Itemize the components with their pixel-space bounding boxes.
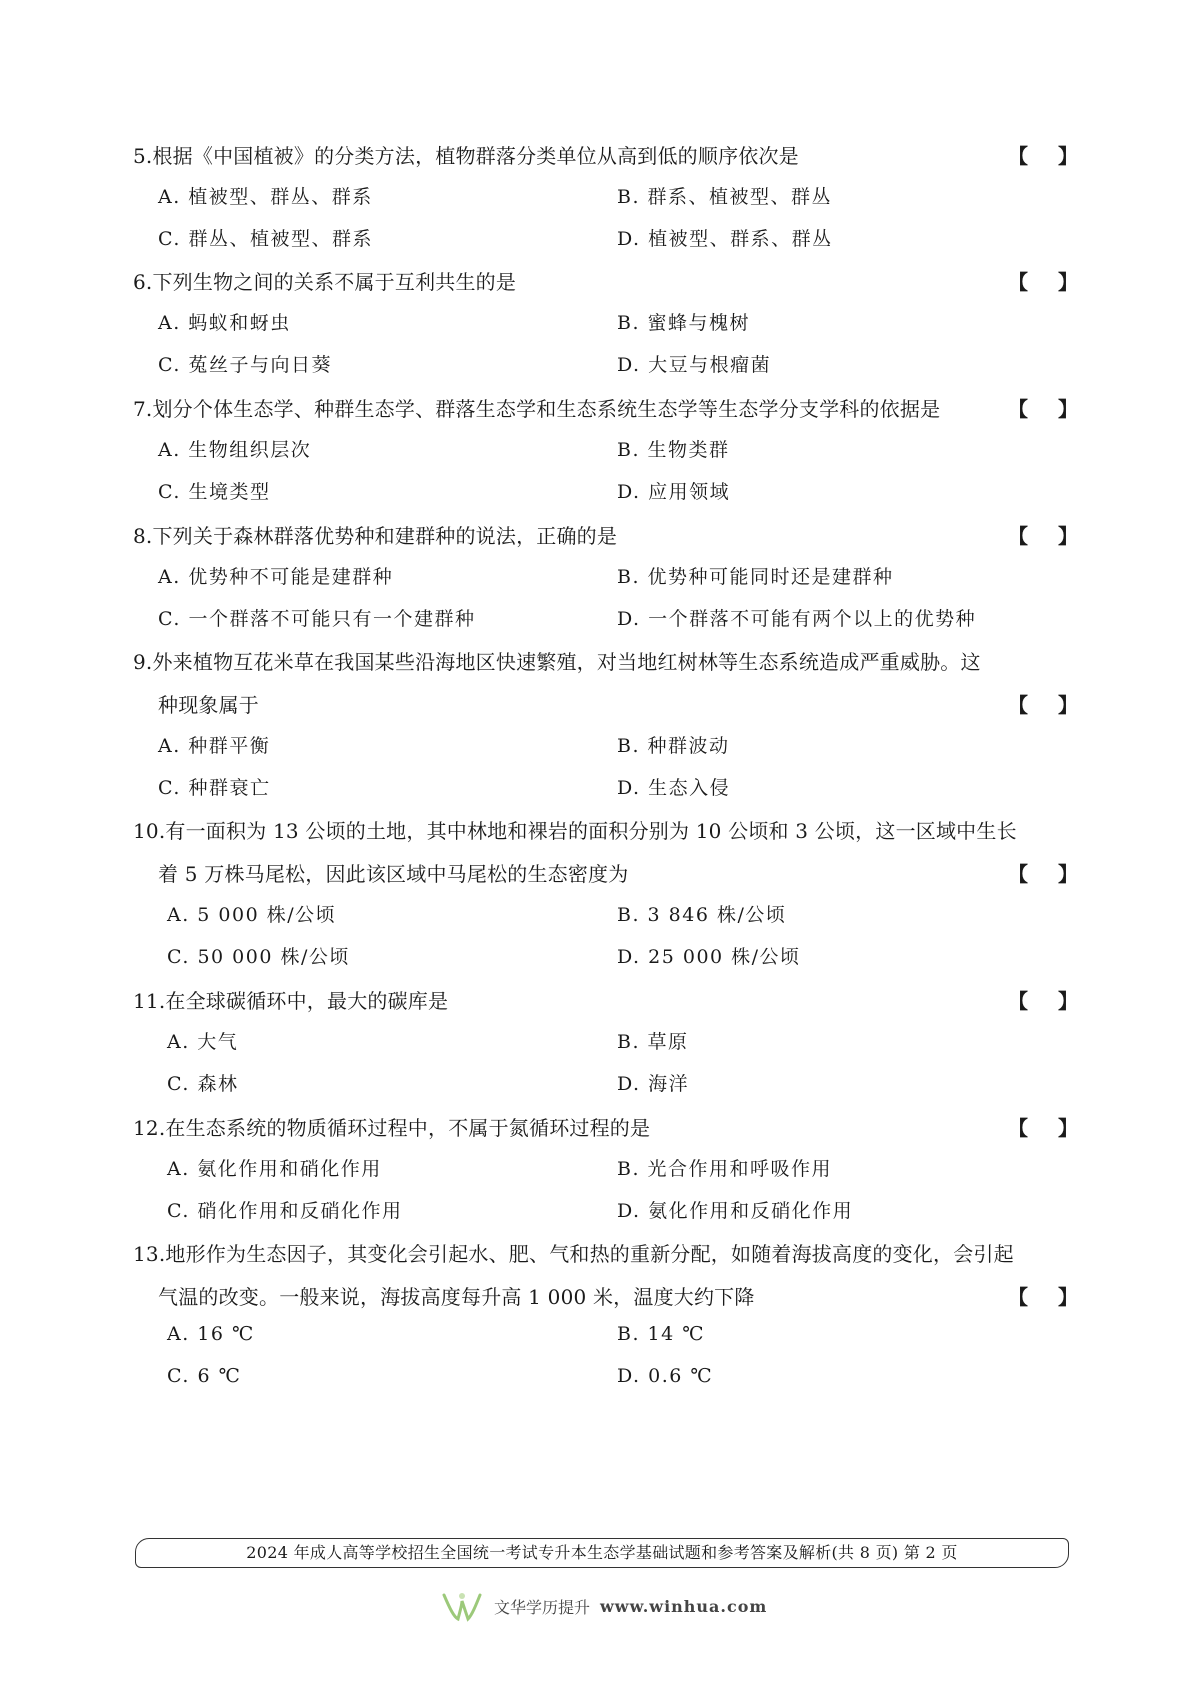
question-6-answer-bracket — [1008, 266, 1078, 295]
question-8-stem: 8.下列关于森林群落优势种和建群种的说法，正确的是 — [133, 524, 618, 548]
question-10-stem-continued: 着 5 万株马尾松，因此该区域中马尾松的生态密度为 — [158, 862, 629, 886]
question-11-option-a: A. 大气 — [167, 1031, 239, 1053]
question-11-option-d: D. 海洋 — [617, 1073, 690, 1095]
bracket-close: 】 — [1058, 989, 1078, 1013]
question-10-option-c: C. 50 000 株/公顷 — [167, 946, 350, 968]
question-8-option-a: A. 优势种不可能是建群种 — [158, 566, 394, 588]
question-6-option-d: D. 大豆与根瘤菌 — [617, 354, 772, 376]
watermark — [440, 1588, 767, 1624]
question-12-option-b: B. 光合作用和呼吸作用 — [617, 1158, 833, 1180]
question-6-option-c: C. 菟丝子与向日葵 — [158, 354, 332, 376]
question-8-option-b: B. 优势种可能同时还是建群种 — [617, 566, 894, 588]
question-9-answer-bracket — [1008, 689, 1078, 718]
question-10-option-d: D. 25 000 株/公顷 — [617, 946, 801, 968]
question-6-option-a: A. 蚂蚁和蚜虫 — [158, 312, 291, 334]
bracket-open: 【 — [1008, 524, 1028, 548]
watermark-url: www.winhua.com — [600, 1596, 768, 1616]
bracket-close: 】 — [1058, 524, 1078, 548]
question-11-answer-bracket — [1008, 985, 1078, 1014]
question-9-option-d: D. 生态入侵 — [617, 777, 731, 799]
bracket-open: 【 — [1008, 270, 1028, 294]
bracket-close: 】 — [1058, 270, 1078, 294]
question-12-option-d: D. 氨化作用和反硝化作用 — [617, 1200, 854, 1222]
watermark-name: 文华学历提升 — [494, 1597, 591, 1617]
question-8-answer-bracket — [1008, 520, 1078, 549]
bracket-close: 】 — [1058, 693, 1078, 717]
question-13-stem-continued: 气温的改变。一般来说，海拔高度每升高 1 000 米，温度大约下降 — [158, 1285, 755, 1309]
question-10-answer-bracket — [1008, 858, 1078, 887]
page-footer: 2024 年成人高等学校招生全国统一考试专升本生态学基础试题和参考答案及解析(共 8 页) 第 2 页 — [135, 1538, 1069, 1568]
bracket-close: 】 — [1058, 1116, 1078, 1140]
question-13-stem: 13.地形作为生态因子，其变化会引起水、肥、气和热的重新分配，如随着海拔高度的变化，会引起 — [133, 1242, 1014, 1266]
question-5-answer-bracket — [1008, 140, 1078, 169]
question-11-option-b: B. 草原 — [617, 1031, 689, 1053]
question-13-option-a: A. 16 ℃ — [167, 1323, 255, 1345]
question-5-stem: 5.根据《中国植被》的分类方法，植物群落分类单位从高到低的顺序依次是 — [133, 144, 799, 168]
bracket-open: 【 — [1008, 397, 1028, 421]
question-7-option-d: D. 应用领域 — [617, 481, 731, 503]
question-11-stem: 11.在全球碳循环中，最大的碳库是 — [133, 989, 449, 1013]
question-9-stem-continued: 种现象属于 — [158, 693, 259, 717]
question-7-option-c: C. 生境类型 — [158, 481, 271, 503]
question-10-option-a: A. 5 000 株/公顷 — [167, 904, 337, 926]
bracket-open: 【 — [1008, 1285, 1028, 1309]
question-10-option-b: B. 3 846 株/公顷 — [617, 904, 787, 926]
bracket-open: 【 — [1008, 989, 1028, 1013]
question-8-option-d: D. 一个群落不可能有两个以上的优势种 — [617, 608, 977, 630]
question-9-option-a: A. 种群平衡 — [158, 735, 271, 757]
question-13-option-c: C. 6 ℃ — [167, 1365, 242, 1387]
question-13-option-d: D. 0.6 ℃ — [617, 1365, 714, 1387]
bracket-close: 】 — [1058, 1285, 1078, 1309]
question-6-option-b: B. 蜜蜂与槐树 — [617, 312, 751, 334]
bracket-open: 【 — [1008, 693, 1028, 717]
question-9-option-b: B. 种群波动 — [617, 735, 730, 757]
question-7-option-b: B. 生物类群 — [617, 439, 730, 461]
question-7-option-a: A. 生物组织层次 — [158, 439, 312, 461]
bracket-close: 】 — [1058, 397, 1078, 421]
question-12-option-a: A. 氨化作用和硝化作用 — [167, 1158, 382, 1180]
question-13-answer-bracket — [1008, 1281, 1078, 1310]
bracket-open: 【 — [1008, 862, 1028, 886]
question-5-option-b: B. 群系、植被型、群丛 — [617, 186, 833, 208]
question-5-option-c: C. 群丛、植被型、群系 — [158, 228, 373, 250]
question-10-stem: 10.有一面积为 13 公顷的土地，其中林地和裸岩的面积分别为 10 公顷和 3 公顷，这一区域中生长 — [133, 819, 1017, 843]
question-12-answer-bracket — [1008, 1112, 1078, 1141]
winhua-logo-icon — [440, 1589, 484, 1623]
question-9-option-c: C. 种群衰亡 — [158, 777, 271, 799]
question-12-stem: 12.在生态系统的物质循环过程中，不属于氮循环过程的是 — [133, 1116, 651, 1140]
question-5-option-d: D. 植被型、群系、群丛 — [617, 228, 833, 250]
bracket-open: 【 — [1008, 144, 1028, 168]
question-12-option-c: C. 硝化作用和反硝化作用 — [167, 1200, 403, 1222]
bracket-close: 】 — [1058, 144, 1078, 168]
question-7-stem: 7.划分个体生态学、种群生态学、群落生态学和生态系统生态学等生态学分支学科的依据是 — [133, 397, 941, 421]
bracket-close: 】 — [1058, 862, 1078, 886]
bracket-open: 【 — [1008, 1116, 1028, 1140]
question-9-stem: 9.外来植物互花米草在我国某些沿海地区快速繁殖，对当地红树林等生态系统造成严重威胁。这 — [133, 650, 981, 674]
question-5-option-a: A. 植被型、群丛、群系 — [158, 186, 373, 208]
question-6-stem: 6.下列生物之间的关系不属于互利共生的是 — [133, 270, 517, 294]
question-11-option-c: C. 森林 — [167, 1073, 239, 1095]
question-8-option-c: C. 一个群落不可能只有一个建群种 — [158, 608, 476, 630]
question-13-option-b: B. 14 ℃ — [617, 1323, 706, 1345]
question-7-answer-bracket — [1008, 393, 1078, 422]
